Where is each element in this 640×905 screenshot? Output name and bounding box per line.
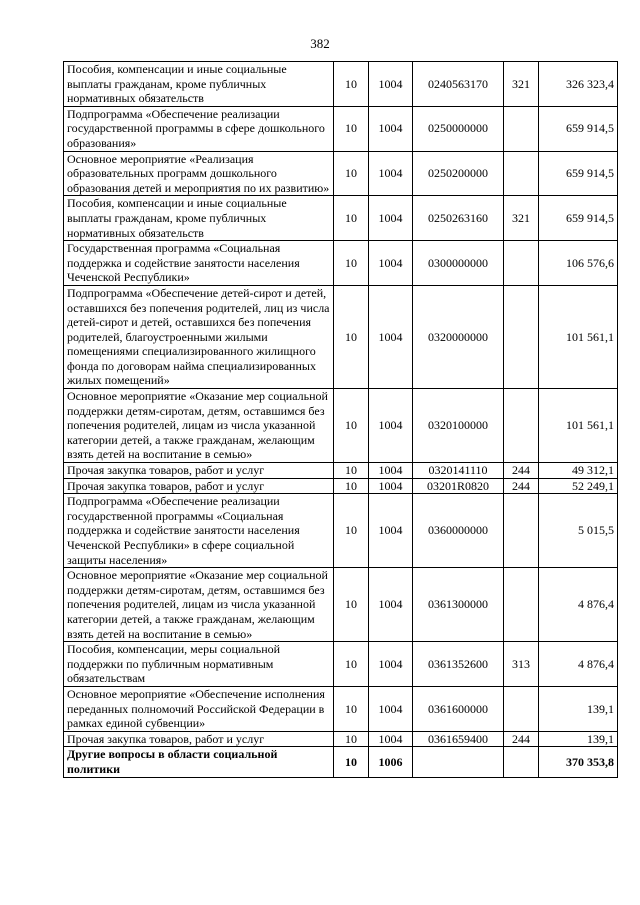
row-expense-type: 244 xyxy=(504,478,539,494)
page-number: 382 xyxy=(310,36,330,51)
row-subsection: 1004 xyxy=(369,568,413,642)
row-section: 10 xyxy=(334,747,369,777)
row-name: Основное мероприятие «Оказание мер социальной поддержки детям-сиротам, детям, оставшимся без попечения родителей, лицам из числа указанной категории детей, а также гражданам, желающим взять детей на воспитание в семью» xyxy=(64,389,334,463)
row-expense-type: 313 xyxy=(504,642,539,687)
row-subsection: 1004 xyxy=(369,62,413,107)
row-section: 10 xyxy=(334,494,369,568)
row-target-article: 0361352600 xyxy=(413,642,504,687)
row-section: 10 xyxy=(334,642,369,687)
row-expense-type: 244 xyxy=(504,463,539,479)
row-expense-type: 321 xyxy=(504,62,539,107)
row-section: 10 xyxy=(334,196,369,241)
row-subsection: 1006 xyxy=(369,747,413,777)
row-amount: 101 561,1 xyxy=(539,389,618,463)
row-section: 10 xyxy=(334,568,369,642)
row-target-article: 03201R0820 xyxy=(413,478,504,494)
row-target-article: 0361300000 xyxy=(413,568,504,642)
row-name: Пособия, компенсации и иные социальные выплаты гражданам, кроме публичных нормативных обязательств xyxy=(64,62,334,107)
row-subsection: 1004 xyxy=(369,686,413,731)
row-expense-type xyxy=(504,494,539,568)
row-name: Прочая закупка товаров, работ и услуг xyxy=(64,463,334,479)
row-amount: 370 353,8 xyxy=(539,747,618,777)
row-section: 10 xyxy=(334,241,369,286)
row-name: Подпрограмма «Обеспечение детей-сирот и детей, оставшихся без попечения родителей, лиц из числа детей-сирот и детей, оставшихся без попечения родителей, благоустроенными жилыми помещениями специализированного жилищного фонда по договорам найма специализированных жилых помещений» xyxy=(64,285,334,388)
row-amount: 5 015,5 xyxy=(539,494,618,568)
row-expense-type xyxy=(504,568,539,642)
row-subsection: 1004 xyxy=(369,463,413,479)
row-name: Основное мероприятие «Оказание мер социальной поддержки детям-сиротам, детям, оставшимся без попечения родителей, лицам из числа указанной категории детей, а также гражданам, желающим взять детей на воспитание в семью» xyxy=(64,568,334,642)
row-name: Подпрограмма «Обеспечение реализации государственной программы «Социальная поддержка и содействие занятости населения Чеченской Республики» в сфере социальной защиты населения» xyxy=(64,494,334,568)
row-amount: 106 576,6 xyxy=(539,241,618,286)
table-row xyxy=(64,463,618,479)
table-row xyxy=(64,106,618,151)
row-name: Государственная программа «Социальная поддержка и содействие занятости населения Чеченской Республики» xyxy=(64,241,334,286)
row-subsection: 1004 xyxy=(369,731,413,747)
row-section: 10 xyxy=(334,463,369,479)
row-name: Прочая закупка товаров, работ и услуг xyxy=(64,731,334,747)
row-amount: 101 561,1 xyxy=(539,285,618,388)
table-row xyxy=(64,731,618,747)
table-row xyxy=(64,389,618,463)
row-amount: 4 876,4 xyxy=(539,568,618,642)
table-row xyxy=(64,62,618,107)
row-section: 10 xyxy=(334,731,369,747)
row-section: 10 xyxy=(334,285,369,388)
row-amount: 139,1 xyxy=(539,731,618,747)
row-expense-type xyxy=(504,686,539,731)
row-target-article: 0250200000 xyxy=(413,151,504,196)
row-subsection: 1004 xyxy=(369,494,413,568)
row-subsection: 1004 xyxy=(369,106,413,151)
row-expense-type: 244 xyxy=(504,731,539,747)
row-subsection: 1004 xyxy=(369,478,413,494)
table-row xyxy=(64,686,618,731)
row-name: Пособия, компенсации, меры социальной поддержки по публичным нормативным обязательствам xyxy=(64,642,334,687)
row-amount: 659 914,5 xyxy=(539,106,618,151)
row-name: Пособия, компенсации и иные социальные выплаты гражданам, кроме публичных нормативных обязательств xyxy=(64,196,334,241)
row-subsection: 1004 xyxy=(369,241,413,286)
row-target-article: 0361659400 xyxy=(413,731,504,747)
row-amount: 659 914,5 xyxy=(539,196,618,241)
row-name: Основное мероприятие «Реализация образовательных программ дошкольного образования детей и мероприятия по их развитию» xyxy=(64,151,334,196)
row-section: 10 xyxy=(334,151,369,196)
row-expense-type xyxy=(504,106,539,151)
row-subsection: 1004 xyxy=(369,196,413,241)
row-section: 10 xyxy=(334,389,369,463)
row-expense-type xyxy=(504,389,539,463)
row-amount: 326 323,4 xyxy=(539,62,618,107)
row-target-article: 0360000000 xyxy=(413,494,504,568)
table-row xyxy=(64,642,618,687)
table-row xyxy=(64,151,618,196)
row-amount: 49 312,1 xyxy=(539,463,618,479)
row-target-article: 0300000000 xyxy=(413,241,504,286)
row-target-article: 0320141110 xyxy=(413,463,504,479)
row-target-article: 0250000000 xyxy=(413,106,504,151)
row-section: 10 xyxy=(334,106,369,151)
row-target-article: 0250263160 xyxy=(413,196,504,241)
row-amount: 139,1 xyxy=(539,686,618,731)
row-amount: 4 876,4 xyxy=(539,642,618,687)
row-subsection: 1004 xyxy=(369,151,413,196)
row-target-article: 0320100000 xyxy=(413,389,504,463)
table-row xyxy=(64,196,618,241)
row-amount: 52 249,1 xyxy=(539,478,618,494)
table-row xyxy=(64,568,618,642)
row-target-article xyxy=(413,747,504,777)
row-target-article: 0240563170 xyxy=(413,62,504,107)
row-target-article: 0361600000 xyxy=(413,686,504,731)
table-total-row xyxy=(64,747,618,777)
row-amount: 659 914,5 xyxy=(539,151,618,196)
budget-table xyxy=(63,61,618,778)
row-subsection: 1004 xyxy=(369,389,413,463)
table-row xyxy=(64,241,618,286)
row-section: 10 xyxy=(334,62,369,107)
row-subsection: 1004 xyxy=(369,285,413,388)
row-section: 10 xyxy=(334,686,369,731)
row-name: Подпрограмма «Обеспечение реализации государственной программы в сфере дошкольного образования» xyxy=(64,106,334,151)
row-expense-type xyxy=(504,285,539,388)
table-row xyxy=(64,494,618,568)
row-expense-type xyxy=(504,151,539,196)
row-expense-type xyxy=(504,241,539,286)
row-name: Другие вопросы в области социальной политики xyxy=(64,747,334,777)
row-section: 10 xyxy=(334,478,369,494)
row-name: Прочая закупка товаров, работ и услуг xyxy=(64,478,334,494)
row-target-article: 0320000000 xyxy=(413,285,504,388)
table-row xyxy=(64,478,618,494)
row-expense-type: 321 xyxy=(504,196,539,241)
table-row xyxy=(64,285,618,388)
row-subsection: 1004 xyxy=(369,642,413,687)
row-name: Основное мероприятие «Обеспечение исполнения переданных полномочий Российской Федерации в рамках единой субвенции» xyxy=(64,686,334,731)
row-expense-type xyxy=(504,747,539,777)
